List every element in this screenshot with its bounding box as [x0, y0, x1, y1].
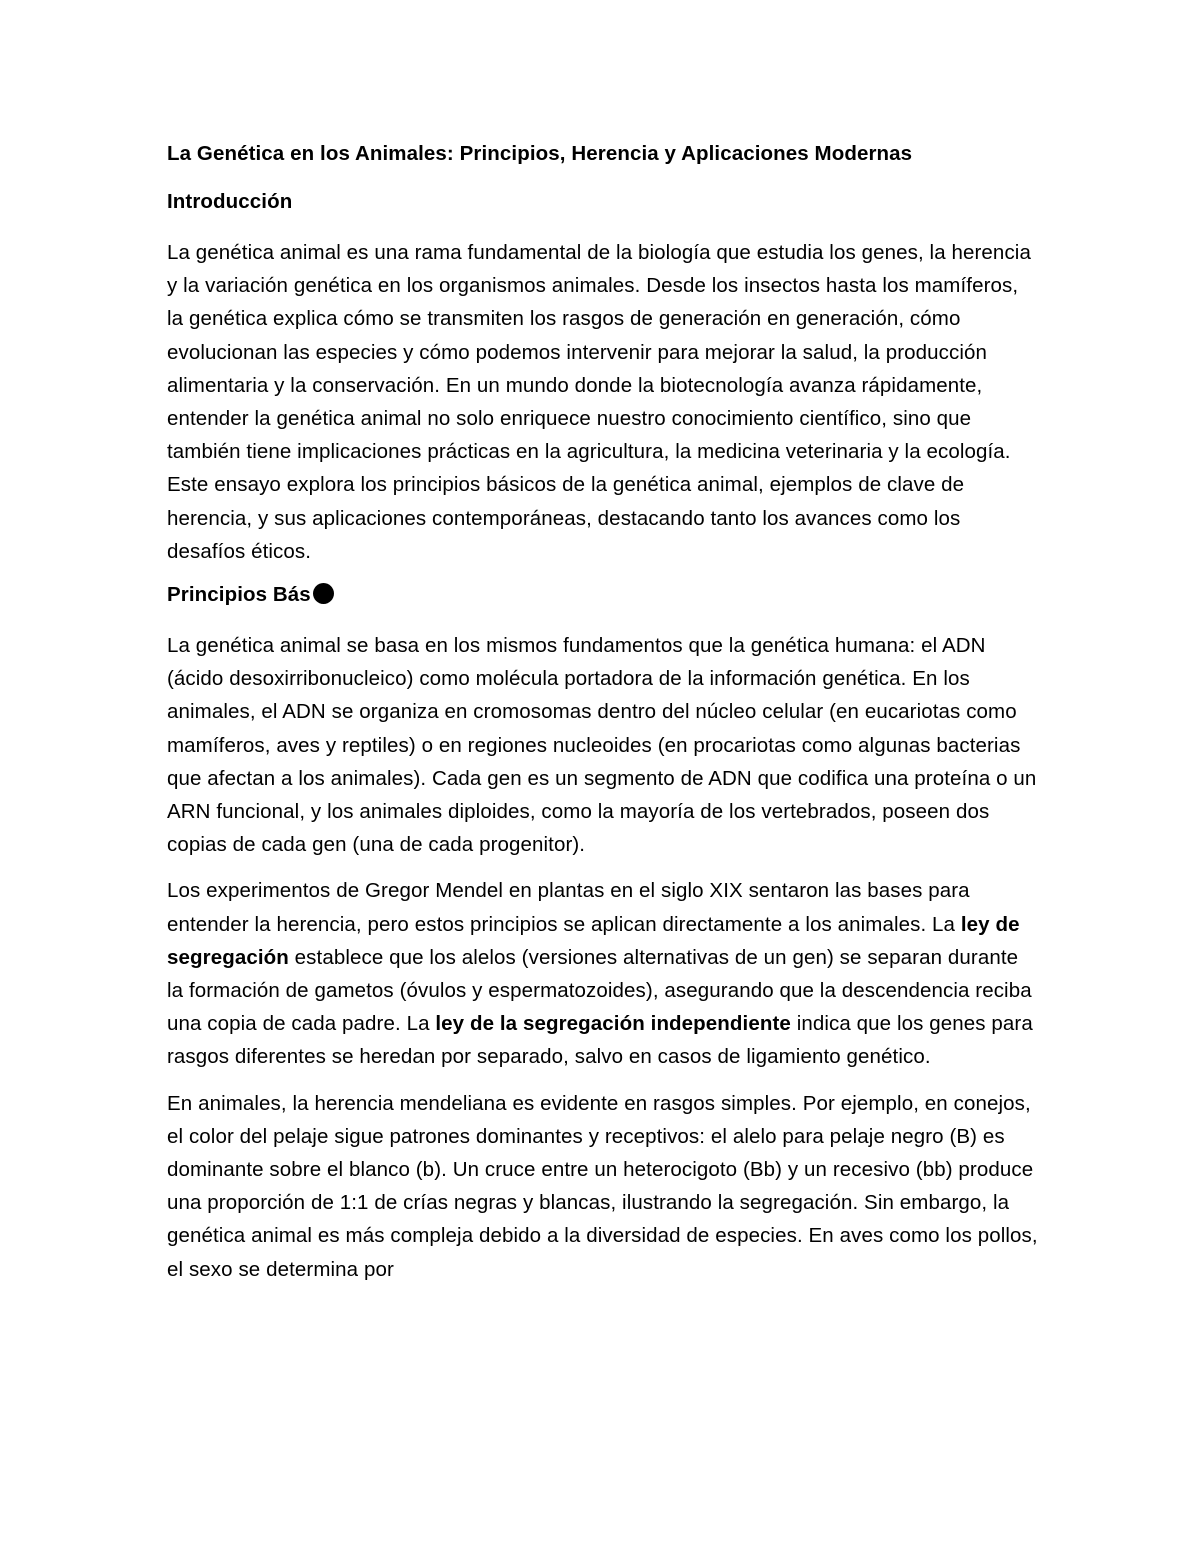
principles-paragraph-1: La genética animal se basa en los mismos fundamentos que la genética humana: el ADN (ácido desoxirribonucleico) como molécula portadora de la información genética. En los animales, el ADN se organiza en cromosomas dentro del núcleo celular (en eucariotas como mamíferos, aves y reptiles) o en regiones nucleoides (en procariotas como algunas bacterias que afectan a los animales). Cada gen es un segmento de ADN que codifica una proteína o un ARN funcional, y los animales diploides, como la mayoría de los vertebrados, poseen dos copias de cada gen (una de cada progenitor). [167, 634, 1037, 857]
paragraph-2-text-a: Los experimentos de Gregor Mendel en plantas en el siglo XIX sentaron las bases para entender la herencia, pero estos principios se aplican directamente a los animales. La [167, 879, 970, 936]
paragraph-2-text-c: indica que los genes para rasgos diferentes se heredan por separado, salvo en casos de ligamiento genético. [167, 1012, 1033, 1069]
intro-paragraph: La genética animal es una rama fundamental de la biología que estudia los genes, la herencia y la variación genética en los organismos animales. Desde los insectos hasta los mamíferos, la genética explica cómo se transmiten los rasgos de generación en generación, cómo evolucionan las especies y cómo podemos intervenir para mejorar la salud, la producción alimentaria y la conservación. En un mundo donde la biotecnología avanza rápidamente, entender la genética animal no solo enriquece nuestro conocimiento científico, sino que también tiene implicaciones prácticas en la agricultura, la medicina veterinaria y la ecología. Este ensayo explora los principios básicos de la genética animal, ejemplos de clave de herencia, y sus aplicaciones contemporáneas, destacando tanto los avances como los desafíos éticos. [167, 241, 1031, 563]
document-title: La Genética en los Animales: Principios, Herencia y Aplicaciones Modernas [167, 142, 913, 165]
law-of-independent-segregation-term: ley de la segregación independiente [435, 1012, 791, 1036]
intro-heading: Introducción [167, 190, 293, 213]
document-body [167, 140, 1039, 1299]
principles-heading: Principios Bás [167, 583, 311, 607]
paragraph-2-text-b: establece que los alelos (versiones alternativas de un gen) se separan durante la formación de gametos (óvulos y espermatozoides), asegurando que la descendencia reciba una copia de cada padre. La [167, 945, 1032, 1036]
black-circle-icon [313, 583, 334, 604]
law-of-segregation-term: ley de segregación [167, 912, 1020, 969]
principles-paragraph-3: En animales, la herencia mendeliana es evidente en rasgos simples. Por ejemplo, en conejos, el color del pelaje sigue patrones dominantes y receptivos: el alelo para pelaje negro (B) es dominante sobre el blanco (b). Un cruce entre un heterocigoto (Bb) y un recesivo (bb) produce una proporción de 1:1 de crías negras y blancas, ilustrando la segregación. Sin embargo, la genética animal es más compleja debido a la diversidad de especies. En aves como los pollos, el sexo se determina por [167, 1091, 1038, 1281]
principles-heading-row [167, 581, 1039, 609]
principles-paragraph-2 [167, 874, 1039, 1073]
